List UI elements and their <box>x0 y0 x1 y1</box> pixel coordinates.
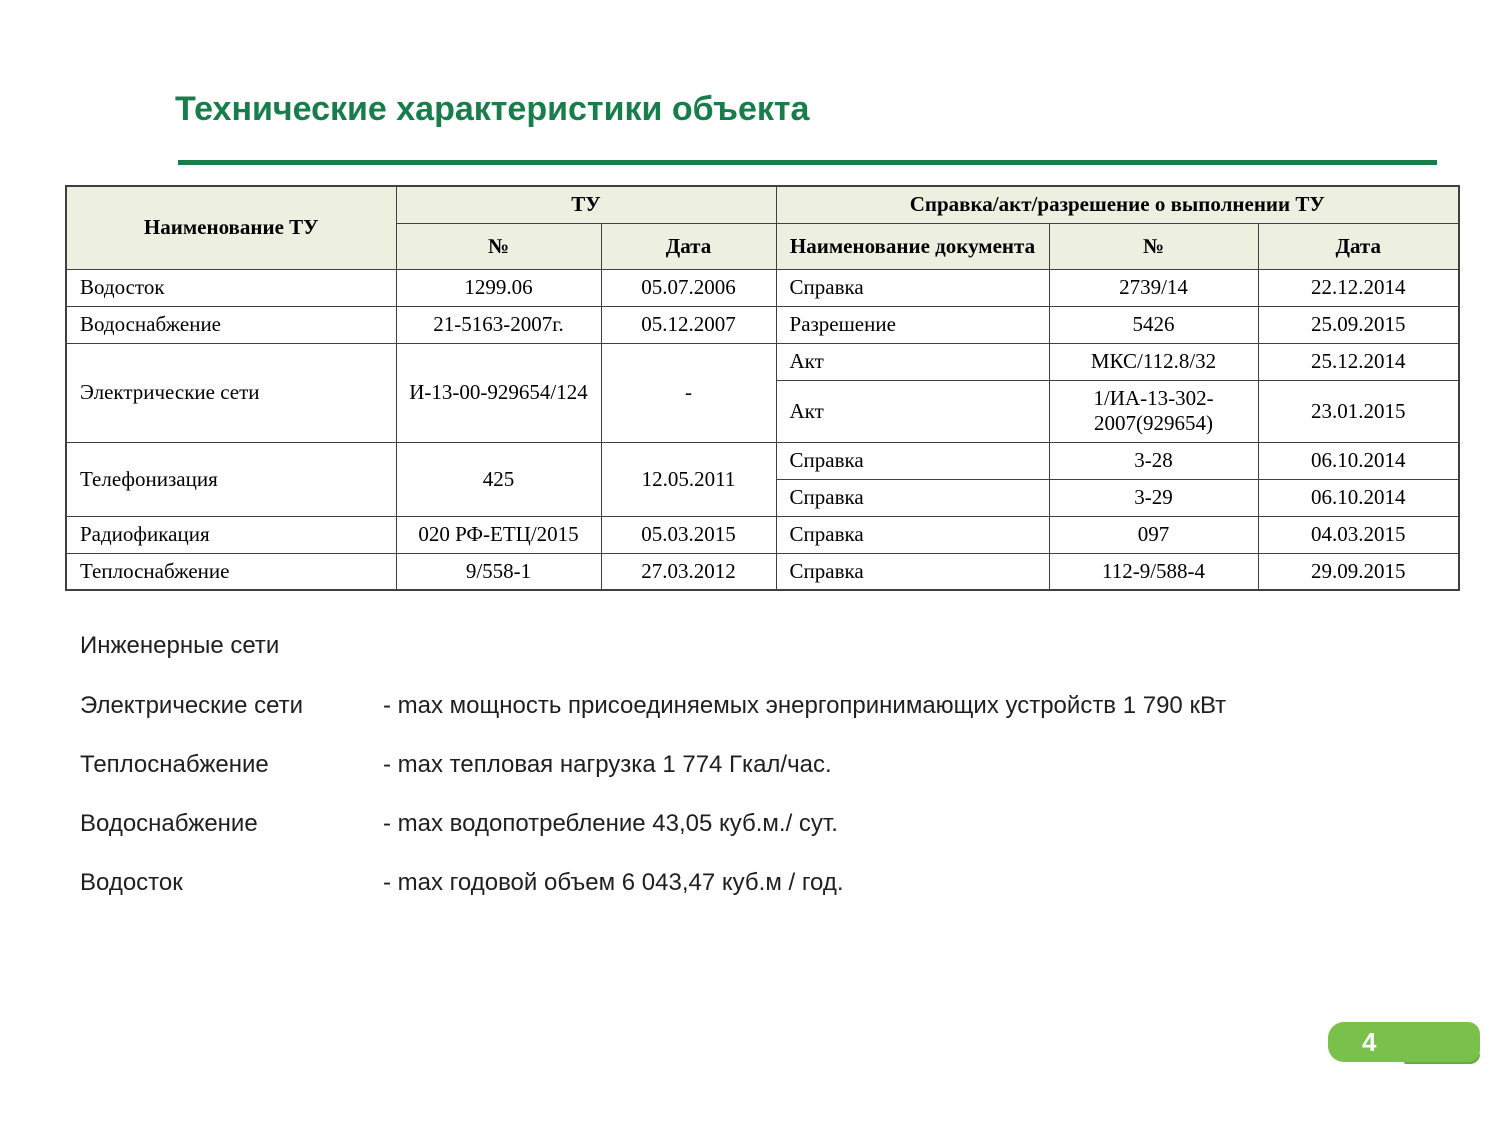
column-header-doc-date: Дата <box>1258 223 1459 269</box>
cell-doc-date: 06.10.2014 <box>1258 442 1459 479</box>
cell-tu-num: 21-5163-2007г. <box>396 306 601 343</box>
cell-doc-date: 25.09.2015 <box>1258 306 1459 343</box>
column-header-name: Наименование ТУ <box>66 186 396 269</box>
cell-doc-date: 06.10.2014 <box>1258 479 1459 516</box>
cell-doc-type: Справка <box>776 269 1049 306</box>
column-header-doc-name: Наименование документа <box>776 223 1049 269</box>
cell-doc-date: 22.12.2014 <box>1258 269 1459 306</box>
table-row <box>66 442 1459 479</box>
cell-doc-num: 112-9/588-4 <box>1049 553 1258 590</box>
technical-conditions-table <box>65 185 1460 591</box>
page-number-badge <box>1328 1022 1480 1062</box>
cell-tu-num: 1299.06 <box>396 269 601 306</box>
column-header-tu-date: Дата <box>601 223 776 269</box>
note-item <box>80 692 1460 720</box>
cell-tu-date: - <box>601 343 776 442</box>
cell-tu-num: 020 РФ-ЕТЦ/2015 <box>396 516 601 553</box>
cell-doc-type: Разрешение <box>776 306 1049 343</box>
table-row <box>66 343 1459 380</box>
cell-doc-type: Справка <box>776 553 1049 590</box>
cell-doc-type: Акт <box>776 380 1049 442</box>
cell-tu-name: Водоснабжение <box>66 306 396 343</box>
cell-tu-date: 05.07.2006 <box>601 269 776 306</box>
cell-tu-name: Электрические сети <box>66 343 396 442</box>
cell-doc-type: Справка <box>776 479 1049 516</box>
cell-doc-date: 04.03.2015 <box>1258 516 1459 553</box>
column-group-doc: Справка/акт/разрешение о выполнении ТУ <box>776 186 1459 223</box>
cell-tu-num: И-13-00-929654/124 <box>396 343 601 442</box>
note-text: - max мощность присоединяемых энергопринимающих устройств 1 790 кВт <box>383 692 1227 719</box>
table-row <box>66 306 1459 343</box>
note-item <box>80 751 1460 779</box>
note-text: - max водопотребление 43,05 куб.м./ сут. <box>383 810 838 837</box>
page-title: Технические характеристики объекта <box>175 90 810 128</box>
column-header-tu-num: № <box>396 223 601 269</box>
note-label: Электрические сети <box>80 692 304 719</box>
cell-doc-type: Справка <box>776 516 1049 553</box>
column-header-doc-num: № <box>1049 223 1258 269</box>
note-text: - max годовой объем 6 043,47 куб.м / год. <box>383 869 844 896</box>
note-label: Теплоснабжение <box>80 751 269 778</box>
cell-tu-name: Водосток <box>66 269 396 306</box>
cell-tu-num: 425 <box>396 442 601 516</box>
cell-doc-num: 2739/14 <box>1049 269 1258 306</box>
cell-doc-num: 097 <box>1049 516 1258 553</box>
title-underline <box>178 160 1437 165</box>
cell-tu-num: 9/558-1 <box>396 553 601 590</box>
cell-doc-num: 1/ИА-13-302-2007(929654) <box>1049 380 1258 442</box>
note-label: Водоснабжение <box>80 810 258 837</box>
table-row <box>66 269 1459 306</box>
table-row <box>66 553 1459 590</box>
note-item <box>80 810 1460 838</box>
cell-tu-date: 05.12.2007 <box>601 306 776 343</box>
note-text: - max тепловая нагрузка 1 774 Гкал/час. <box>383 751 832 778</box>
cell-doc-num: 5426 <box>1049 306 1258 343</box>
cell-tu-date: 05.03.2015 <box>601 516 776 553</box>
cell-doc-type: Акт <box>776 343 1049 380</box>
cell-doc-num: 3-28 <box>1049 442 1258 479</box>
cell-doc-date: 23.01.2015 <box>1258 380 1459 442</box>
cell-tu-name: Радиофикация <box>66 516 396 553</box>
page-number: 4 <box>1362 1027 1377 1057</box>
cell-doc-type: Справка <box>776 442 1049 479</box>
engineering-notes <box>80 632 1460 928</box>
notes-heading: Инженерные сети <box>80 632 280 659</box>
note-item <box>80 869 1460 897</box>
cell-doc-date: 29.09.2015 <box>1258 553 1459 590</box>
cell-tu-date: 12.05.2011 <box>601 442 776 516</box>
cell-tu-date: 27.03.2012 <box>601 553 776 590</box>
cell-doc-num: МКС/112.8/32 <box>1049 343 1258 380</box>
table-row <box>66 516 1459 553</box>
note-label: Водосток <box>80 869 183 896</box>
column-group-tu: ТУ <box>396 186 776 223</box>
cell-tu-name: Телефонизация <box>66 442 396 516</box>
cell-tu-name: Теплоснабжение <box>66 553 396 590</box>
cell-doc-num: 3-29 <box>1049 479 1258 516</box>
cell-doc-date: 25.12.2014 <box>1258 343 1459 380</box>
